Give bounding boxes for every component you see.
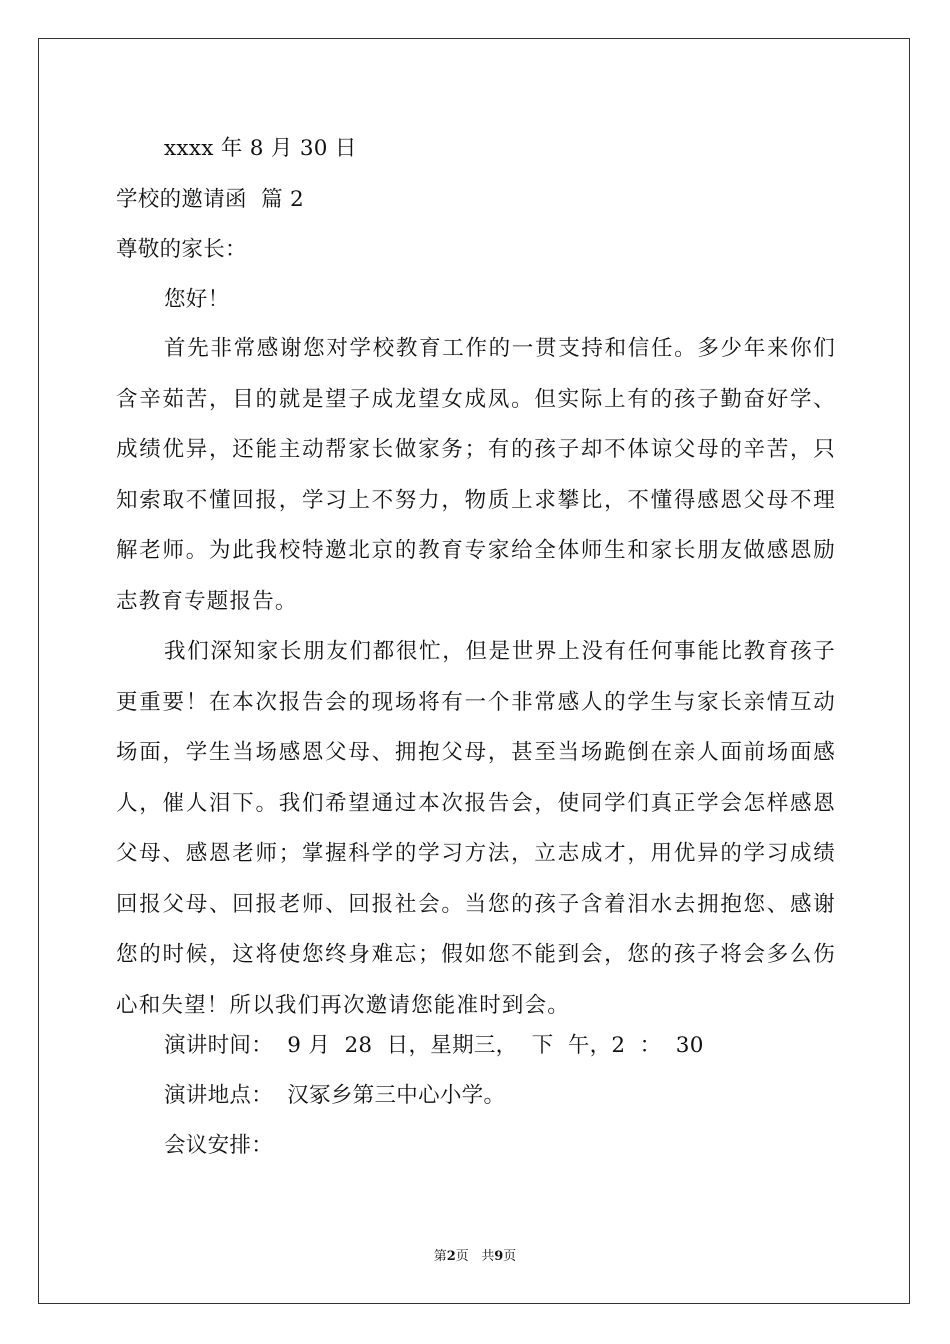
- page-number: 2: [446, 1249, 456, 1264]
- paragraph-2: 我们深知家长朋友们都很忙，但是世界上没有任何事能比教育孩子更重要！在本次报告会的现场将有一个非常感人的学生与家长亲情互动场面，学生当场感恩父母、拥抱父母，甚至当场跪倒在亲人面前场面感人，催人泪下。我们希望通过本次报告会，使同学们真正学会怎样感恩父母、感恩老师；掌握科学的学习方法，立志成才，用优异的学习成绩回报父母、回报老师、回报社会。当您的孩子含着泪水去拥抱您、感谢您的时候，这将使您终身难忘；假如您不能到会，您的孩子将会多么伤心和失望！所以我们再次邀请您能准时到会。: [116, 639, 836, 1018]
- greeting: 您好！: [164, 287, 230, 312]
- page-footer: [0, 1248, 950, 1266]
- time-line: 演讲时间： 9 月 28 日，星期三， 下 午，2 ： 30: [164, 1033, 704, 1058]
- page-prefix: 第: [433, 1249, 447, 1264]
- total-suffix: 页: [503, 1249, 517, 1264]
- salutation: 尊敬的家长：: [116, 237, 247, 262]
- date-line: xxxx 年 8 月 30 日: [164, 136, 357, 161]
- paragraph-1: 首先非常感谢您对学校教育工作的一贯支持和信任。多少年来你们含辛茹苦，目的就是望子成龙望女成凤。但实际上有的孩子勤奋好学、成绩优异，还能主动帮家长做家务；有的孩子却不体谅父母的辛苦，只知索取不懂回报，学习上不努力，物质上求攀比，不懂得感恩父母不理解老师。为此我校特邀北京的教育专家给全体师生和家长朋友做感恩励志教育专题报告。: [116, 336, 836, 614]
- page-suffix: 页: [455, 1249, 469, 1264]
- total-pages: 9: [494, 1249, 504, 1264]
- agenda-line: 会议安排：: [164, 1133, 274, 1158]
- section-title: 学校的邀请函 篇 2: [116, 187, 304, 212]
- total-prefix: 共: [481, 1249, 495, 1264]
- location-line: 演讲地点： 汉冢乡第三中心小学。: [164, 1083, 506, 1108]
